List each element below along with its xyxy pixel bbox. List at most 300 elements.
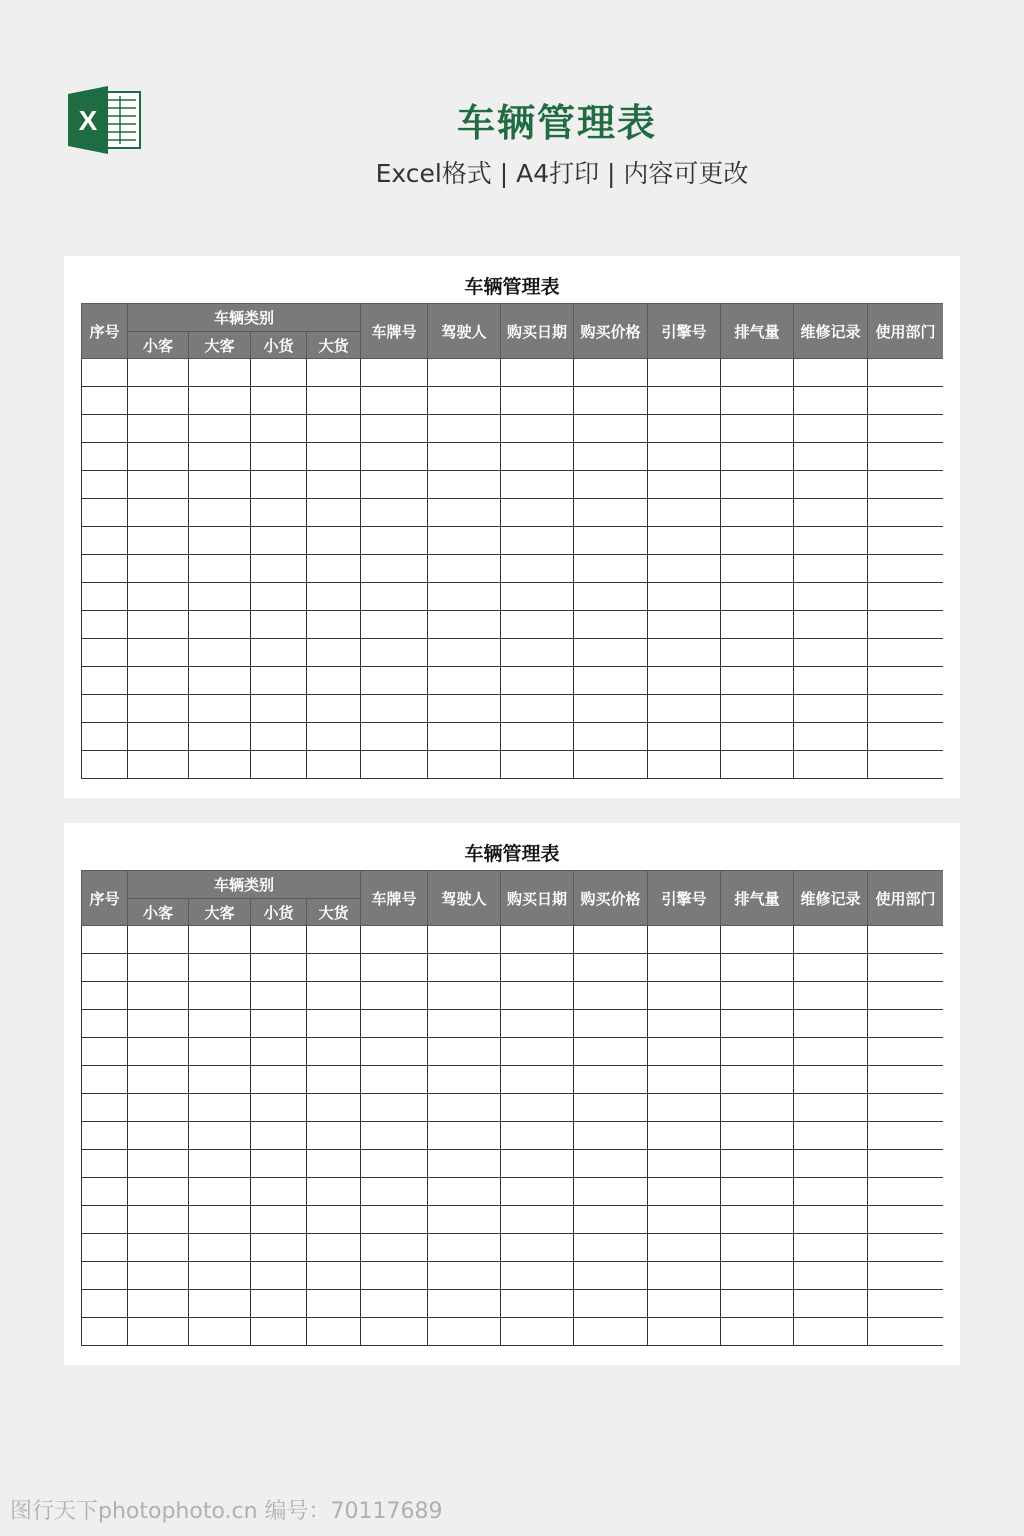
table-cell[interactable]	[721, 471, 794, 499]
table-cell[interactable]	[721, 415, 794, 443]
table-cell[interactable]	[648, 695, 721, 723]
table-cell[interactable]	[82, 583, 128, 611]
table-cell[interactable]	[721, 667, 794, 695]
table-cell[interactable]	[82, 1178, 128, 1206]
table-cell[interactable]	[648, 611, 721, 639]
table-cell[interactable]	[501, 1206, 574, 1234]
table-cell[interactable]	[648, 954, 721, 982]
table-cell[interactable]	[82, 695, 128, 723]
table-cell[interactable]	[721, 443, 794, 471]
table-cell[interactable]	[721, 1094, 794, 1122]
table-cell[interactable]	[189, 926, 251, 954]
table-cell[interactable]	[82, 387, 128, 415]
table-cell[interactable]	[868, 555, 943, 583]
table-cell[interactable]	[361, 527, 428, 555]
table-cell[interactable]	[428, 667, 501, 695]
table-cell[interactable]	[574, 359, 648, 387]
table-cell[interactable]	[189, 387, 251, 415]
table-cell[interactable]	[307, 1262, 361, 1290]
table-cell[interactable]	[307, 954, 361, 982]
table-cell[interactable]	[574, 527, 648, 555]
table-cell[interactable]	[82, 471, 128, 499]
table-cell[interactable]	[868, 1094, 943, 1122]
table-cell[interactable]	[189, 1178, 251, 1206]
table-cell[interactable]	[501, 527, 574, 555]
table-cell[interactable]	[428, 1318, 501, 1346]
table-cell[interactable]	[361, 695, 428, 723]
table-cell[interactable]	[721, 982, 794, 1010]
table-cell[interactable]	[648, 1038, 721, 1066]
table-cell[interactable]	[361, 1234, 428, 1262]
table-cell[interactable]	[501, 982, 574, 1010]
table-cell[interactable]	[794, 611, 868, 639]
table-cell[interactable]	[251, 387, 307, 415]
table-cell[interactable]	[428, 583, 501, 611]
table-cell[interactable]	[574, 443, 648, 471]
table-cell[interactable]	[128, 471, 189, 499]
table-cell[interactable]	[794, 1318, 868, 1346]
table-cell[interactable]	[648, 723, 721, 751]
table-cell[interactable]	[574, 982, 648, 1010]
table-cell[interactable]	[868, 359, 943, 387]
table-cell[interactable]	[361, 1262, 428, 1290]
table-cell[interactable]	[251, 1150, 307, 1178]
table-cell[interactable]	[501, 555, 574, 583]
table-cell[interactable]	[794, 1206, 868, 1234]
table-cell[interactable]	[82, 499, 128, 527]
table-cell[interactable]	[189, 639, 251, 667]
table-cell[interactable]	[251, 1038, 307, 1066]
table-cell[interactable]	[307, 415, 361, 443]
table-cell[interactable]	[501, 583, 574, 611]
table-cell[interactable]	[868, 1318, 943, 1346]
table-cell[interactable]	[361, 1066, 428, 1094]
table-cell[interactable]	[721, 1178, 794, 1206]
table-cell[interactable]	[82, 982, 128, 1010]
table-cell[interactable]	[574, 499, 648, 527]
table-cell[interactable]	[648, 1262, 721, 1290]
table-cell[interactable]	[361, 583, 428, 611]
table-cell[interactable]	[648, 1066, 721, 1094]
table-cell[interactable]	[189, 1262, 251, 1290]
table-cell[interactable]	[82, 443, 128, 471]
table-cell[interactable]	[721, 1290, 794, 1318]
table-cell[interactable]	[648, 639, 721, 667]
table-cell[interactable]	[361, 1178, 428, 1206]
table-cell[interactable]	[794, 1290, 868, 1318]
table-cell[interactable]	[501, 387, 574, 415]
table-cell[interactable]	[251, 1122, 307, 1150]
table-cell[interactable]	[501, 1234, 574, 1262]
table-cell[interactable]	[361, 1038, 428, 1066]
table-cell[interactable]	[82, 611, 128, 639]
table-cell[interactable]	[794, 926, 868, 954]
table-cell[interactable]	[648, 1318, 721, 1346]
table-cell[interactable]	[868, 1150, 943, 1178]
table-cell[interactable]	[574, 926, 648, 954]
table-cell[interactable]	[428, 611, 501, 639]
table-cell[interactable]	[251, 555, 307, 583]
table-cell[interactable]	[721, 527, 794, 555]
table-cell[interactable]	[428, 555, 501, 583]
table-cell[interactable]	[501, 1318, 574, 1346]
table-cell[interactable]	[128, 499, 189, 527]
table-cell[interactable]	[794, 1010, 868, 1038]
table-cell[interactable]	[574, 695, 648, 723]
table-cell[interactable]	[721, 1010, 794, 1038]
table-cell[interactable]	[501, 1262, 574, 1290]
table-cell[interactable]	[307, 1038, 361, 1066]
table-cell[interactable]	[189, 555, 251, 583]
table-cell[interactable]	[128, 387, 189, 415]
table-cell[interactable]	[428, 751, 501, 779]
table-cell[interactable]	[868, 1122, 943, 1150]
table-cell[interactable]	[721, 499, 794, 527]
table-cell[interactable]	[574, 1066, 648, 1094]
table-cell[interactable]	[868, 723, 943, 751]
table-cell[interactable]	[428, 471, 501, 499]
table-cell[interactable]	[794, 751, 868, 779]
table-cell[interactable]	[574, 751, 648, 779]
table-cell[interactable]	[501, 1178, 574, 1206]
table-cell[interactable]	[361, 471, 428, 499]
table-cell[interactable]	[501, 1010, 574, 1038]
table-cell[interactable]	[721, 611, 794, 639]
table-cell[interactable]	[794, 695, 868, 723]
table-cell[interactable]	[501, 723, 574, 751]
table-cell[interactable]	[128, 1234, 189, 1262]
table-cell[interactable]	[794, 555, 868, 583]
table-cell[interactable]	[794, 583, 868, 611]
table-cell[interactable]	[361, 387, 428, 415]
table-cell[interactable]	[574, 1262, 648, 1290]
table-cell[interactable]	[428, 1066, 501, 1094]
table-cell[interactable]	[501, 611, 574, 639]
table-cell[interactable]	[361, 1318, 428, 1346]
table-cell[interactable]	[361, 499, 428, 527]
table-cell[interactable]	[868, 1206, 943, 1234]
table-cell[interactable]	[82, 527, 128, 555]
table-cell[interactable]	[721, 1234, 794, 1262]
table-cell[interactable]	[721, 1262, 794, 1290]
table-cell[interactable]	[868, 499, 943, 527]
table-cell[interactable]	[428, 695, 501, 723]
table-cell[interactable]	[251, 527, 307, 555]
table-cell[interactable]	[128, 1038, 189, 1066]
table-cell[interactable]	[307, 1094, 361, 1122]
table-cell[interactable]	[251, 1262, 307, 1290]
table-cell[interactable]	[868, 1234, 943, 1262]
table-cell[interactable]	[251, 667, 307, 695]
table-cell[interactable]	[794, 415, 868, 443]
table-cell[interactable]	[721, 954, 794, 982]
table-cell[interactable]	[307, 926, 361, 954]
table-cell[interactable]	[721, 583, 794, 611]
table-cell[interactable]	[868, 387, 943, 415]
table-cell[interactable]	[361, 926, 428, 954]
table-cell[interactable]	[128, 1318, 189, 1346]
table-cell[interactable]	[428, 1038, 501, 1066]
table-cell[interactable]	[794, 443, 868, 471]
table-cell[interactable]	[82, 1234, 128, 1262]
table-cell[interactable]	[428, 359, 501, 387]
table-cell[interactable]	[189, 1206, 251, 1234]
table-cell[interactable]	[428, 499, 501, 527]
table-cell[interactable]	[128, 611, 189, 639]
table-cell[interactable]	[128, 723, 189, 751]
table-cell[interactable]	[189, 667, 251, 695]
table-cell[interactable]	[721, 723, 794, 751]
table-cell[interactable]	[648, 751, 721, 779]
table-cell[interactable]	[868, 667, 943, 695]
table-cell[interactable]	[501, 954, 574, 982]
table-cell[interactable]	[251, 1066, 307, 1094]
table-cell[interactable]	[361, 954, 428, 982]
table-cell[interactable]	[648, 359, 721, 387]
table-cell[interactable]	[307, 1318, 361, 1346]
table-cell[interactable]	[574, 639, 648, 667]
table-cell[interactable]	[428, 1122, 501, 1150]
table-cell[interactable]	[648, 555, 721, 583]
table-cell[interactable]	[574, 1178, 648, 1206]
table-cell[interactable]	[794, 359, 868, 387]
table-cell[interactable]	[189, 1094, 251, 1122]
table-cell[interactable]	[307, 1290, 361, 1318]
table-cell[interactable]	[721, 751, 794, 779]
table-cell[interactable]	[574, 1290, 648, 1318]
table-cell[interactable]	[189, 1318, 251, 1346]
table-cell[interactable]	[428, 387, 501, 415]
table-cell[interactable]	[794, 387, 868, 415]
table-cell[interactable]	[428, 1206, 501, 1234]
table-cell[interactable]	[251, 1094, 307, 1122]
table-cell[interactable]	[128, 1178, 189, 1206]
table-cell[interactable]	[251, 415, 307, 443]
table-cell[interactable]	[868, 583, 943, 611]
table-cell[interactable]	[501, 471, 574, 499]
table-cell[interactable]	[361, 611, 428, 639]
table-cell[interactable]	[307, 751, 361, 779]
table-cell[interactable]	[82, 1290, 128, 1318]
table-cell[interactable]	[307, 1066, 361, 1094]
table-cell[interactable]	[574, 1150, 648, 1178]
table-cell[interactable]	[189, 751, 251, 779]
table-cell[interactable]	[251, 1234, 307, 1262]
table-cell[interactable]	[251, 723, 307, 751]
table-cell[interactable]	[868, 954, 943, 982]
table-cell[interactable]	[574, 1038, 648, 1066]
table-cell[interactable]	[251, 695, 307, 723]
table-cell[interactable]	[251, 471, 307, 499]
table-cell[interactable]	[361, 555, 428, 583]
table-cell[interactable]	[501, 1066, 574, 1094]
table-cell[interactable]	[501, 415, 574, 443]
table-cell[interactable]	[721, 387, 794, 415]
table-cell[interactable]	[189, 1122, 251, 1150]
table-cell[interactable]	[721, 1038, 794, 1066]
table-cell[interactable]	[307, 667, 361, 695]
table-cell[interactable]	[307, 359, 361, 387]
table-cell[interactable]	[361, 1010, 428, 1038]
table-cell[interactable]	[648, 926, 721, 954]
table-cell[interactable]	[574, 1010, 648, 1038]
table-cell[interactable]	[128, 954, 189, 982]
table-cell[interactable]	[648, 982, 721, 1010]
table-cell[interactable]	[307, 611, 361, 639]
table-cell[interactable]	[648, 443, 721, 471]
table-cell[interactable]	[128, 583, 189, 611]
table-cell[interactable]	[128, 1150, 189, 1178]
table-cell[interactable]	[189, 611, 251, 639]
table-cell[interactable]	[721, 359, 794, 387]
table-cell[interactable]	[794, 527, 868, 555]
table-cell[interactable]	[648, 1234, 721, 1262]
table-cell[interactable]	[82, 555, 128, 583]
table-cell[interactable]	[307, 982, 361, 1010]
table-cell[interactable]	[128, 1290, 189, 1318]
table-cell[interactable]	[307, 1178, 361, 1206]
table-cell[interactable]	[307, 1206, 361, 1234]
table-cell[interactable]	[361, 639, 428, 667]
table-cell[interactable]	[868, 751, 943, 779]
table-cell[interactable]	[428, 926, 501, 954]
table-cell[interactable]	[307, 527, 361, 555]
table-cell[interactable]	[428, 443, 501, 471]
table-cell[interactable]	[128, 527, 189, 555]
table-cell[interactable]	[82, 1122, 128, 1150]
table-cell[interactable]	[82, 1066, 128, 1094]
table-cell[interactable]	[574, 387, 648, 415]
table-cell[interactable]	[501, 1094, 574, 1122]
table-cell[interactable]	[574, 954, 648, 982]
table-cell[interactable]	[648, 387, 721, 415]
table-cell[interactable]	[307, 443, 361, 471]
table-cell[interactable]	[428, 1262, 501, 1290]
table-cell[interactable]	[428, 1094, 501, 1122]
table-cell[interactable]	[794, 982, 868, 1010]
table-cell[interactable]	[307, 639, 361, 667]
table-cell[interactable]	[82, 1206, 128, 1234]
table-cell[interactable]	[307, 499, 361, 527]
table-cell[interactable]	[307, 387, 361, 415]
table-cell[interactable]	[128, 1094, 189, 1122]
table-cell[interactable]	[361, 443, 428, 471]
table-cell[interactable]	[501, 1038, 574, 1066]
table-cell[interactable]	[428, 1150, 501, 1178]
table-cell[interactable]	[428, 982, 501, 1010]
table-cell[interactable]	[501, 1150, 574, 1178]
table-cell[interactable]	[501, 499, 574, 527]
table-cell[interactable]	[82, 1094, 128, 1122]
table-cell[interactable]	[868, 639, 943, 667]
table-cell[interactable]	[128, 639, 189, 667]
table-cell[interactable]	[361, 723, 428, 751]
table-cell[interactable]	[428, 1290, 501, 1318]
table-cell[interactable]	[648, 1010, 721, 1038]
table-cell[interactable]	[361, 1290, 428, 1318]
table-cell[interactable]	[574, 611, 648, 639]
table-cell[interactable]	[794, 471, 868, 499]
table-cell[interactable]	[574, 1122, 648, 1150]
table-cell[interactable]	[574, 583, 648, 611]
table-cell[interactable]	[251, 926, 307, 954]
table-cell[interactable]	[868, 527, 943, 555]
table-cell[interactable]	[501, 926, 574, 954]
table-cell[interactable]	[574, 471, 648, 499]
table-cell[interactable]	[868, 982, 943, 1010]
table-cell[interactable]	[307, 1150, 361, 1178]
table-cell[interactable]	[251, 1010, 307, 1038]
table-cell[interactable]	[721, 1150, 794, 1178]
table-cell[interactable]	[574, 1094, 648, 1122]
table-cell[interactable]	[501, 359, 574, 387]
table-cell[interactable]	[868, 1262, 943, 1290]
table-cell[interactable]	[868, 1290, 943, 1318]
table-cell[interactable]	[307, 583, 361, 611]
table-cell[interactable]	[361, 1206, 428, 1234]
table-cell[interactable]	[128, 415, 189, 443]
table-cell[interactable]	[189, 443, 251, 471]
table-cell[interactable]	[251, 639, 307, 667]
table-cell[interactable]	[128, 1010, 189, 1038]
table-cell[interactable]	[307, 723, 361, 751]
table-cell[interactable]	[574, 723, 648, 751]
table-cell[interactable]	[189, 954, 251, 982]
table-cell[interactable]	[251, 982, 307, 1010]
table-cell[interactable]	[574, 415, 648, 443]
table-cell[interactable]	[251, 1206, 307, 1234]
table-cell[interactable]	[128, 555, 189, 583]
table-cell[interactable]	[794, 1150, 868, 1178]
table-cell[interactable]	[307, 1234, 361, 1262]
table-cell[interactable]	[574, 1318, 648, 1346]
table-cell[interactable]	[251, 443, 307, 471]
table-cell[interactable]	[251, 1290, 307, 1318]
table-cell[interactable]	[128, 982, 189, 1010]
table-cell[interactable]	[189, 499, 251, 527]
table-cell[interactable]	[501, 667, 574, 695]
table-cell[interactable]	[82, 415, 128, 443]
table-cell[interactable]	[251, 1318, 307, 1346]
table-cell[interactable]	[189, 982, 251, 1010]
table-cell[interactable]	[189, 583, 251, 611]
table-cell[interactable]	[428, 1234, 501, 1262]
table-cell[interactable]	[428, 415, 501, 443]
table-cell[interactable]	[868, 471, 943, 499]
table-cell[interactable]	[251, 359, 307, 387]
table-cell[interactable]	[251, 611, 307, 639]
table-cell[interactable]	[868, 695, 943, 723]
table-cell[interactable]	[648, 527, 721, 555]
table-cell[interactable]	[189, 1038, 251, 1066]
table-cell[interactable]	[361, 415, 428, 443]
table-cell[interactable]	[82, 1010, 128, 1038]
table-cell[interactable]	[794, 1178, 868, 1206]
table-cell[interactable]	[251, 954, 307, 982]
table-cell[interactable]	[361, 1150, 428, 1178]
table-cell[interactable]	[868, 415, 943, 443]
table-cell[interactable]	[361, 982, 428, 1010]
table-cell[interactable]	[648, 667, 721, 695]
table-cell[interactable]	[82, 751, 128, 779]
table-cell[interactable]	[648, 1122, 721, 1150]
table-cell[interactable]	[428, 639, 501, 667]
table-cell[interactable]	[868, 1066, 943, 1094]
table-cell[interactable]	[428, 527, 501, 555]
table-cell[interactable]	[82, 1150, 128, 1178]
table-cell[interactable]	[189, 723, 251, 751]
table-cell[interactable]	[128, 751, 189, 779]
